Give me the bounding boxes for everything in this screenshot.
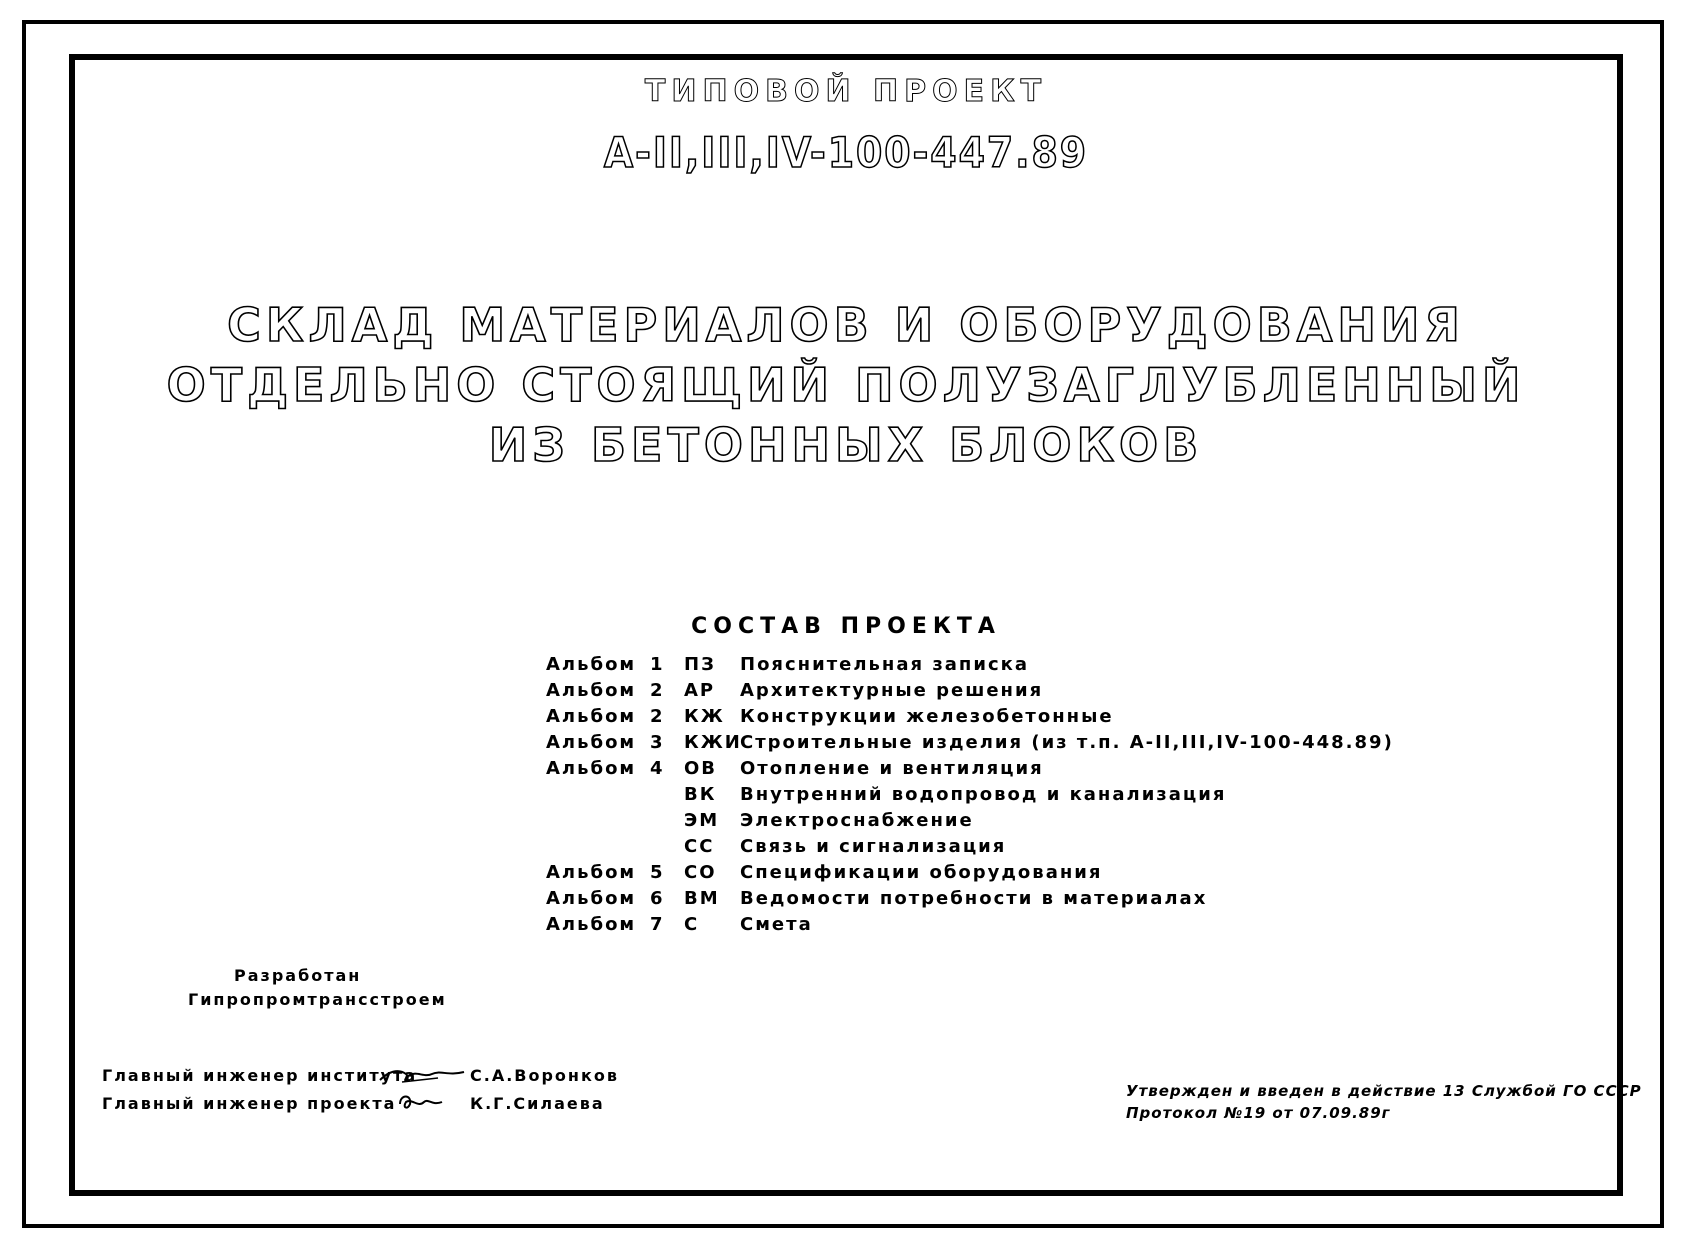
- section-code: КЖИ: [684, 732, 742, 753]
- chief-project-name: К.Г.Силаева: [470, 1094, 605, 1113]
- section-code: ОВ: [684, 758, 718, 779]
- section-code: С: [684, 914, 700, 935]
- album-label: Альбом: [546, 654, 637, 675]
- section-code: АР: [684, 680, 716, 701]
- section-description: Электроснабжение: [740, 810, 974, 831]
- album-number: 1: [650, 654, 665, 675]
- developer-org: Гипропромтрансстроем: [188, 990, 447, 1009]
- section-description: Ведомости потребности в материалах: [740, 888, 1208, 909]
- section-code: СС: [684, 836, 715, 857]
- album-number: 3: [650, 732, 665, 753]
- section-code: ВК: [684, 784, 717, 805]
- title-line-1: СКЛАД МАТЕРИАЛОВ И ОБОРУДОВАНИЯ: [227, 298, 1465, 352]
- section-description: Пояснительная записка: [740, 654, 1030, 675]
- approval-line-2: Протокол №19 от 07.09.89г: [1126, 1104, 1391, 1122]
- album-label: Альбом: [546, 680, 637, 701]
- signature-chief-project: [396, 1090, 446, 1114]
- section-code: СО: [684, 862, 717, 883]
- project-type: ТИПОВОЙ ПРОЕКТ: [644, 74, 1048, 109]
- album-number: 2: [650, 680, 665, 701]
- section-description: Смета: [740, 914, 813, 935]
- section-code: ЭМ: [684, 810, 720, 831]
- chief-institute-name: С.А.Воронков: [470, 1066, 619, 1085]
- title-line-2: ОТДЕЛЬНО СТОЯЩИЙ ПОЛУЗАГЛУБЛЕННЫЙ: [166, 358, 1526, 412]
- album-number: 2: [650, 706, 665, 727]
- album-label: Альбом: [546, 914, 637, 935]
- album-number: 4: [650, 758, 665, 779]
- chief-institute-label: Главный инженер института: [102, 1066, 418, 1085]
- album-label: Альбом: [546, 758, 637, 779]
- title-line-3: ИЗ БЕТОННЫХ БЛОКОВ: [488, 418, 1204, 472]
- album-number: 7: [650, 914, 665, 935]
- project-code: А-II,III,IV-100-447.89: [603, 128, 1089, 177]
- album-label: Альбом: [546, 888, 637, 909]
- section-description: Конструкции железобетонные: [740, 706, 1114, 727]
- section-code: ПЗ: [684, 654, 716, 675]
- section-code: ВМ: [684, 888, 720, 909]
- album-number: 6: [650, 888, 665, 909]
- album-label: Альбом: [546, 732, 637, 753]
- album-label: Альбом: [546, 862, 637, 883]
- section-code: КЖ: [684, 706, 725, 727]
- approval-line-1: Утвержден и введен в действие 13 Службой ГО СССР: [1126, 1082, 1642, 1100]
- section-description: Внутренний водопровод и канализация: [740, 784, 1227, 805]
- signature-chief-institute: [378, 1062, 468, 1088]
- section-description: Спецификации оборудования: [740, 862, 1103, 883]
- contents-heading: СОСТАВ ПРОЕКТА: [691, 614, 1001, 639]
- section-description: Строительные изделия (из т.п. А-II,III,IV-100-448.89): [740, 732, 1394, 753]
- chief-project-label: Главный инженер проекта: [102, 1094, 397, 1113]
- album-number: 5: [650, 862, 665, 883]
- section-description: Связь и сигнализация: [740, 836, 1007, 857]
- developer-label: Разработан: [234, 966, 362, 985]
- section-description: Отопление и вентиляция: [740, 758, 1044, 779]
- album-label: Альбом: [546, 706, 637, 727]
- section-description: Архитектурные решения: [740, 680, 1044, 701]
